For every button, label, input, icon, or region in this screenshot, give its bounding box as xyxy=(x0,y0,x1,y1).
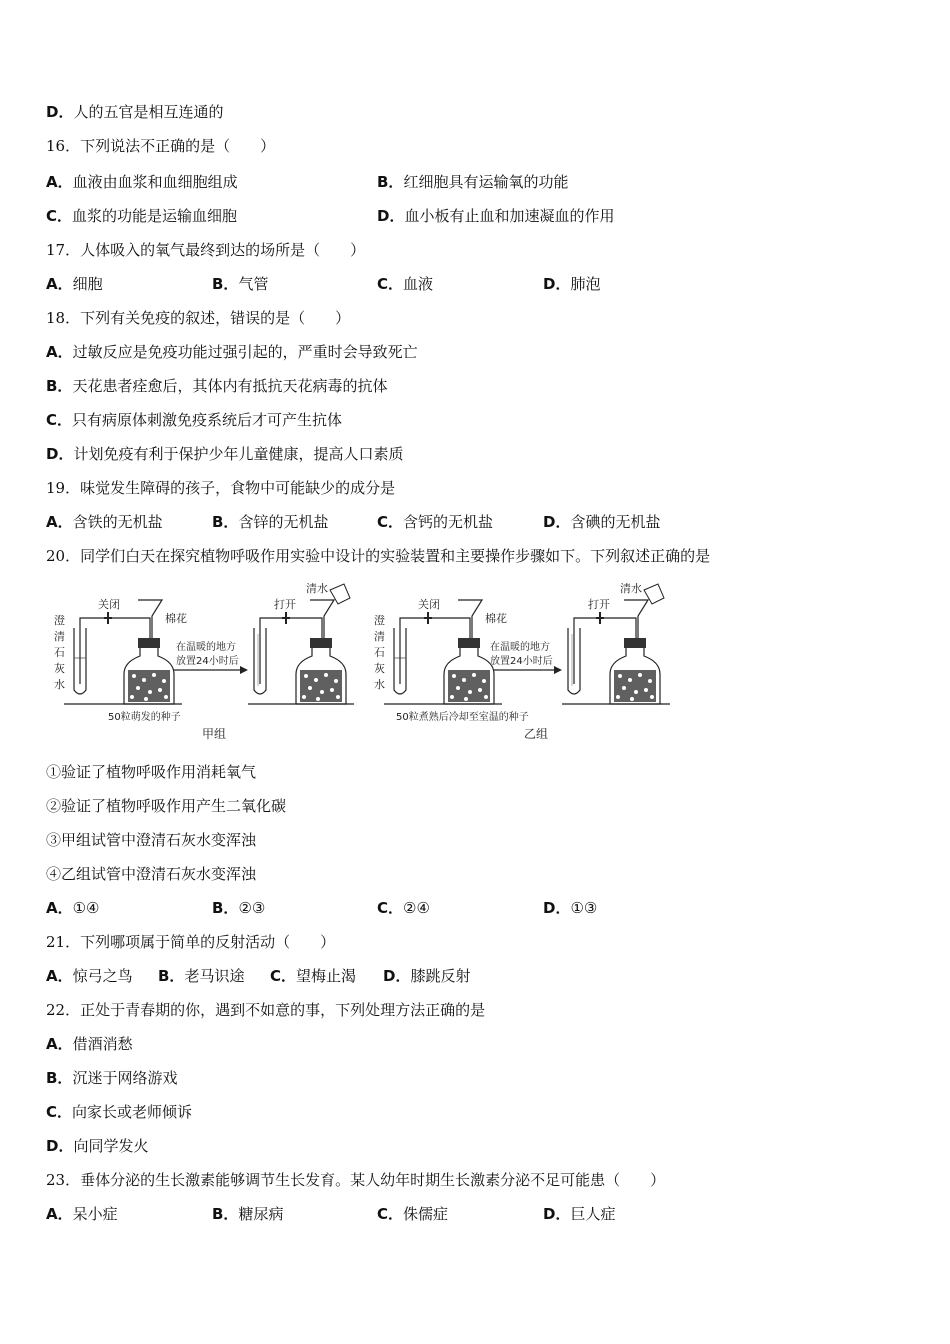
limewater-label-jia-1: 澄 xyxy=(54,614,65,627)
q16-stem: 16．下列说法不正确的是（ ） xyxy=(46,137,276,155)
q19-option-c[interactable]: C．含钙的无机盐 xyxy=(377,513,494,531)
q17-option-b[interactable]: B．气管 xyxy=(212,275,269,293)
q21-option-c[interactable]: C．望梅止渴 xyxy=(270,967,357,985)
q18-stem: 18．下列有关免疫的叙述，错误的是（ ） xyxy=(46,309,351,327)
group-yi-label: 乙组 xyxy=(524,727,549,741)
q20-stem: 20．同学们白天在探究植物呼吸作用实验中设计的实验装置和主要操作步骤如下。下列叙述正确的是 xyxy=(46,547,711,565)
q16-option-c[interactable]: C．血浆的功能是运输血细胞 xyxy=(46,207,238,225)
water-label-jia: 清水 xyxy=(306,582,328,595)
q18-option-b[interactable]: B．天花患者痊愈后，其体内有抵抗天花病毒的抗体 xyxy=(46,377,388,395)
valve-open-label-yi: 打开 xyxy=(588,598,610,611)
q16-option-b[interactable]: B．红细胞具有运输氧的功能 xyxy=(377,173,569,191)
q18-option-a[interactable]: A．过敏反应是免疫功能过强引起的，严重时会导致死亡 xyxy=(46,343,418,361)
q20-option-c[interactable]: C．②④ xyxy=(377,899,430,917)
q21-option-d[interactable]: D．膝跳反射 xyxy=(383,967,471,985)
limewater-label-jia-5: 水 xyxy=(54,678,65,691)
experiment-figure xyxy=(54,578,694,746)
q21-option-b[interactable]: B．老马识途 xyxy=(158,967,245,985)
arrow-text-yi-1: 在温暖的地方 xyxy=(490,642,550,653)
q17-option-c[interactable]: C．血液 xyxy=(377,275,434,293)
q17-option-a[interactable]: A．细胞 xyxy=(46,275,103,293)
seeds-yi-label: 50粒煮熟后冷却至室温的种子 xyxy=(396,712,529,723)
q20-option-b[interactable]: B．②③ xyxy=(212,899,266,917)
limewater-label-yi-2: 清 xyxy=(374,630,385,643)
q22-option-c[interactable]: C．向家长或老师倾诉 xyxy=(46,1103,193,1121)
q19-option-a[interactable]: A．含铁的无机盐 xyxy=(46,513,163,531)
group-yi-setup xyxy=(374,581,670,741)
q20-statement-3: ③甲组试管中澄清石灰水变浑浊 xyxy=(46,831,257,849)
q22-option-d[interactable]: D．向同学发火 xyxy=(46,1137,149,1155)
q16-option-a[interactable]: A．血液由血浆和血细胞组成 xyxy=(46,173,238,191)
q16-option-d[interactable]: D．血小板有止血和加速凝血的作用 xyxy=(377,207,615,225)
q18-option-c[interactable]: C．只有病原体刺激免疫系统后才可产生抗体 xyxy=(46,411,343,429)
arrow-text-jia-1: 在温暖的地方 xyxy=(176,642,236,653)
valve-open-label: 打开 xyxy=(274,598,296,611)
q23-option-c[interactable]: C．侏儒症 xyxy=(377,1205,449,1223)
q20-statement-1: ①验证了植物呼吸作用消耗氧气 xyxy=(46,763,257,781)
q17-stem: 17．人体吸入的氧气最终到达的场所是（ ） xyxy=(46,241,366,259)
q23-option-b[interactable]: B．糖尿病 xyxy=(212,1205,284,1223)
q20-option-a[interactable]: A．①④ xyxy=(46,899,100,917)
valve-closed-label: 关闭 xyxy=(98,598,120,611)
q22-option-b[interactable]: B．沉迷于网络游戏 xyxy=(46,1069,178,1087)
q22-option-a[interactable]: A．借酒消愁 xyxy=(46,1035,133,1053)
seeds-jia-label: 50粒萌发的种子 xyxy=(108,712,181,723)
arrow-text-jia-2: 放置24小时后 xyxy=(176,656,239,667)
arrow-text-yi-2: 放置24小时后 xyxy=(490,656,553,667)
limewater-label-yi-3: 石 xyxy=(374,646,385,659)
limewater-label-jia-4: 灰 xyxy=(54,662,65,675)
group-jia-label: 甲组 xyxy=(202,727,227,741)
group-jia-setup xyxy=(54,581,354,741)
q18-option-d[interactable]: D．计划免疫有利于保护少年儿童健康，提高人口素质 xyxy=(46,445,404,463)
q21-option-a[interactable]: A．惊弓之鸟 xyxy=(46,967,133,985)
q23-option-d[interactable]: D．巨人症 xyxy=(543,1205,616,1223)
cotton-label-yi: 棉花 xyxy=(485,612,507,625)
q19-option-b[interactable]: B．含锌的无机盐 xyxy=(212,513,329,531)
q19-option-d[interactable]: D．含碘的无机盐 xyxy=(543,513,661,531)
limewater-label-jia-3: 石 xyxy=(54,646,65,659)
q15-option-d[interactable]: D．人的五官是相互连通的 xyxy=(46,103,224,121)
q17-option-d[interactable]: D．肺泡 xyxy=(543,275,601,293)
q19-stem: 19．味觉发生障碍的孩子，食物中可能缺少的成分是 xyxy=(46,479,396,497)
q20-option-d[interactable]: D．①③ xyxy=(543,899,598,917)
q20-statement-4: ④乙组试管中澄清石灰水变浑浊 xyxy=(46,865,257,883)
cotton-label-jia: 棉花 xyxy=(165,612,187,625)
limewater-label-yi-4: 灰 xyxy=(374,662,385,675)
q20-statement-2: ②验证了植物呼吸作用产生二氧化碳 xyxy=(46,797,287,815)
q23-option-a[interactable]: A．呆小症 xyxy=(46,1205,118,1223)
limewater-label-yi-1: 澄 xyxy=(374,614,385,627)
limewater-label-jia-2: 清 xyxy=(54,630,65,643)
valve-closed-label-yi: 关闭 xyxy=(418,598,440,611)
q21-stem: 21．下列哪项属于简单的反射活动（ ） xyxy=(46,933,336,951)
water-label-yi: 清水 xyxy=(620,582,642,595)
limewater-label-yi-5: 水 xyxy=(374,678,385,691)
q22-stem: 22．正处于青春期的你，遇到不如意的事，下列处理方法正确的是 xyxy=(46,1001,486,1019)
q23-stem: 23．垂体分泌的生长激素能够调节生长发育。某人幼年时期生长激素分泌不足可能患（ ） xyxy=(46,1171,666,1189)
